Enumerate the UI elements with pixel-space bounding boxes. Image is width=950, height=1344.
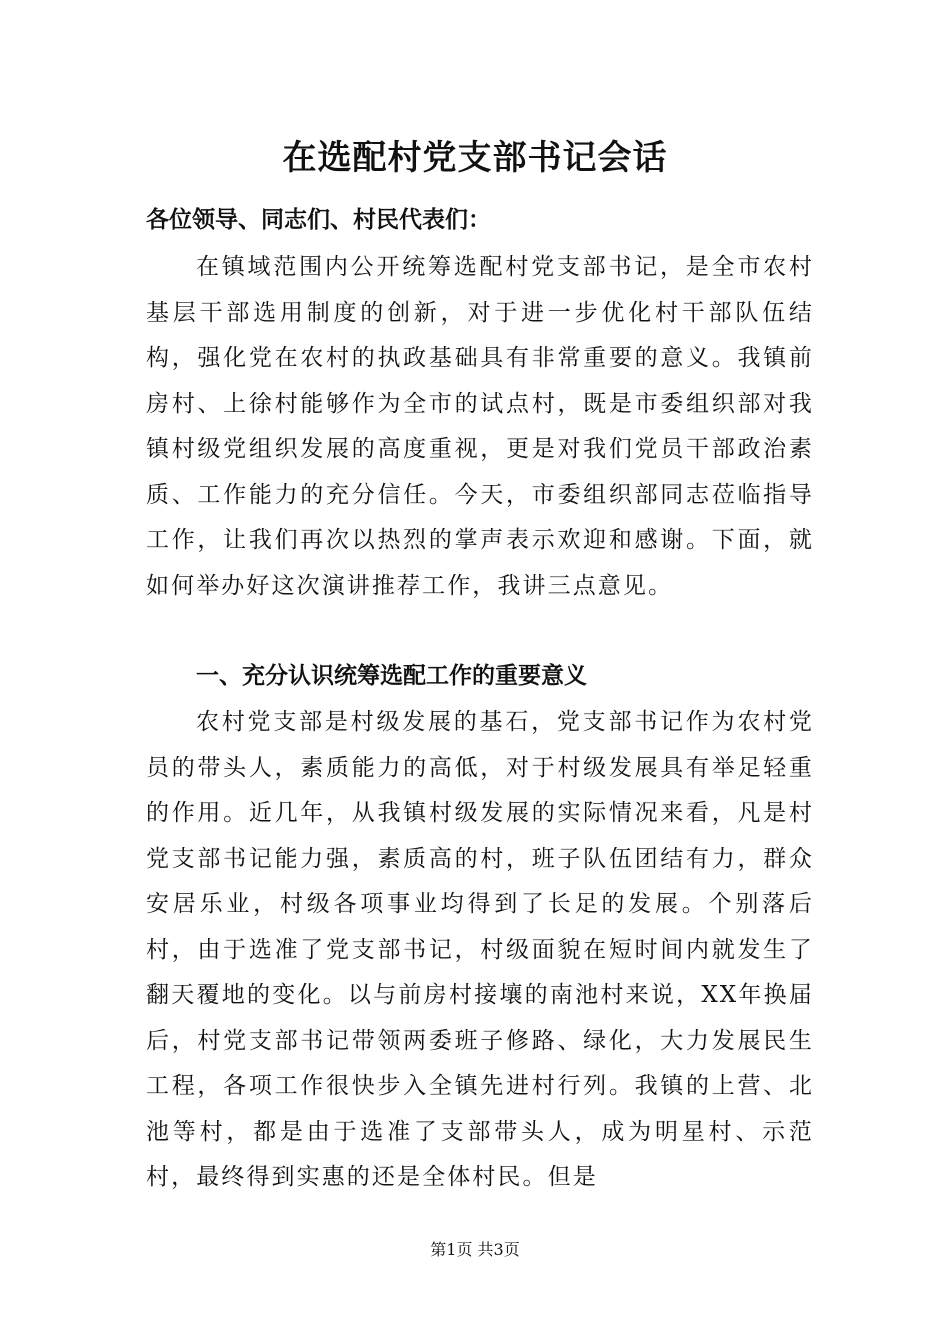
section-heading-1: 一、充分认识统筹选配工作的重要意义 [196,663,587,689]
salutation: 各位领导、同志们、村民代表们： [146,207,491,233]
document-title: 在选配村党支部书记会话 [282,138,668,178]
paragraph-1: 在镇域范围内公开统筹选配村党支部书记，是全市农村基层干部选用制度的创新，对于进一步优化村干部队伍结构，强化党在农村的执政基础具有非常重要的意义。我镇前房村、上徐村能够作为全市的试点村，既是市委组织部对我镇村级党组织发展的高度重视，更是对我们党员干部政治素质、工作能力的充分信任。今天，市委组织部同志莅临指导工作，让我们再次以热烈的掌声表示欢迎和感谢。下面，就如何举办好这次演讲推荐工作，我讲三点意见。 [146,254,814,599]
paragraph-2: 农村党支部是村级发展的基石，党支部书记作为农村党员的带头人，素质能力的高低，对于村级发展具有举足轻重的作用。近几年，从我镇村级发展的实际情况来看，凡是村党支部书记能力强，素质高的村，班子队伍团结有力，群众安居乐业，村级各项事业均得到了长足的发展。个别落后村，由于选准了党支部书记，村级面貌在短时间内就发生了翻天覆地的变化。以与前房村接壤的南池村来说，XX年换届后，村党支部书记带领两委班子修路、绿化，大力发展民生工程，各项工作很快步入全镇先进村行列。我镇的上营、北池等村，都是由于选准了支部带头人，成为明星村、示范村，最终得到实惠的还是全体村民。但是 [146,709,814,1190]
page-footer: 第1页 共3页 [430,1240,520,1259]
